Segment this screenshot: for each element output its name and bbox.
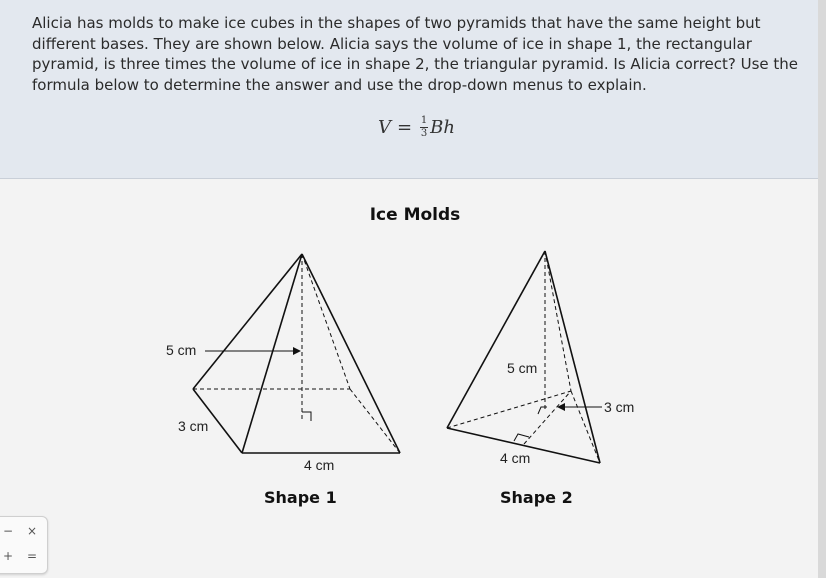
- figure-title: Ice Molds: [369, 205, 461, 225]
- question-text: Alicia has molds to make ice cubes in the shapes of two pyramids that have the same height but different bases. They are shown below. Alicia says the volume of ice in shape 1, the rectangular pyramid, is three times the volume of ice in shape 2, the triangular pyramid. Is Alicia correct? Use the formula below to determine the answer and use the drop-down menus to explain.: [32, 14, 799, 94]
- calculator-widget[interactable]: [0, 516, 48, 574]
- shape1-rectangular-pyramid: [193, 254, 400, 453]
- formula-equals: =: [397, 117, 413, 138]
- calc-times-key[interactable]: ×: [26, 524, 38, 538]
- shape1-length-label: 4 cm: [304, 457, 335, 473]
- shape2-side-label: 3 cm: [604, 399, 635, 415]
- shape1-height-label: 5 cm: [166, 342, 197, 358]
- formula-lhs: V: [378, 117, 391, 138]
- shape1-label: Shape 1: [264, 488, 337, 507]
- shape2-triangular-pyramid: [447, 251, 602, 463]
- calc-equals-key[interactable]: =: [26, 549, 38, 563]
- calc-plus-key[interactable]: +: [2, 549, 14, 563]
- shape2-base-label: 4 cm: [500, 450, 531, 466]
- shape2-height-label: 5 cm: [507, 360, 538, 376]
- shape2-label: Shape 2: [500, 488, 573, 507]
- calc-minus-key[interactable]: −: [2, 524, 14, 538]
- formula-rhs: Bh: [430, 117, 455, 138]
- shape1-width-label: 3 cm: [178, 418, 209, 434]
- formula-denominator: 3: [420, 128, 428, 139]
- formula-numerator: 1: [420, 115, 428, 126]
